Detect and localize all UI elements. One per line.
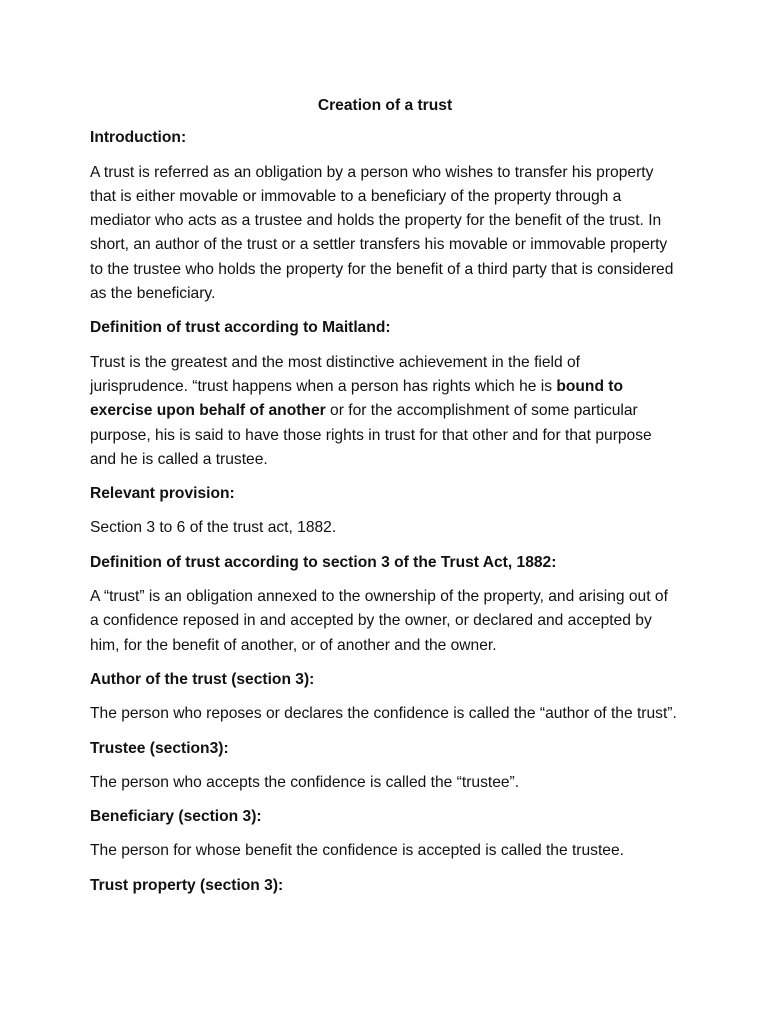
trust-property-heading: Trust property (section 3): [90,876,284,894]
introduction-heading: Introduction: [90,129,187,147]
document-page [90,94,680,908]
relevant-provision-heading: Relevant provision: [90,485,235,503]
beneficiary-paragraph: The person for whose benefit the confidence is accepted is called the trustee. [90,842,624,860]
maitland-paragraph [90,351,680,472]
maitland-text-before: Trust is the greatest and the most distinctive achievement in the field of jurisprudence. “trust happens when a person has rights which he is [90,353,581,395]
author-paragraph: The person who reposes or declares the confidence is called the “author of the trust”. [90,705,677,723]
section3-definition-heading: Definition of trust according to section 3 of the Trust Act, 1882: [90,553,557,571]
maitland-text-bold: bound to exercise upon behalf of another [90,377,624,420]
maitland-text-after: or for the accomplishment of some particular purpose, his is said to have those rights in trust for that other and for that purpose and he is called a trustee. [90,402,652,468]
section3-definition-paragraph: A “trust” is an obligation annexed to the ownership of the property, and arising out of a confidence reposed in and accepted by the owner, or declared and accepted by him, for the benefit of another, or of another and the owner. [90,588,668,654]
author-heading: Author of the trust (section 3): [90,670,315,688]
document-title: Creation of a trust [317,97,453,114]
relevant-provision-text: Section 3 to 6 of the trust act, 1882. [90,519,337,537]
introduction-paragraph: A trust is referred as an obligation by a person who wishes to transfer his property that is either movable or immovable to a beneficiary of the property through a mediator who acts as a trustee and holds the property for the benefit of the trust. In short, an author of the trust or a settler transfers his movable or immovable property to the trustee who holds the property for the benefit of a third party that is considered as the beneficiary. [90,163,674,303]
trustee-paragraph: The person who accepts the confidence is called the “trustee”. [90,773,520,791]
beneficiary-heading: Beneficiary (section 3): [90,808,262,826]
maitland-heading: Definition of trust according to Maitland: [90,319,391,337]
trustee-heading: Trustee (section3): [90,739,229,757]
